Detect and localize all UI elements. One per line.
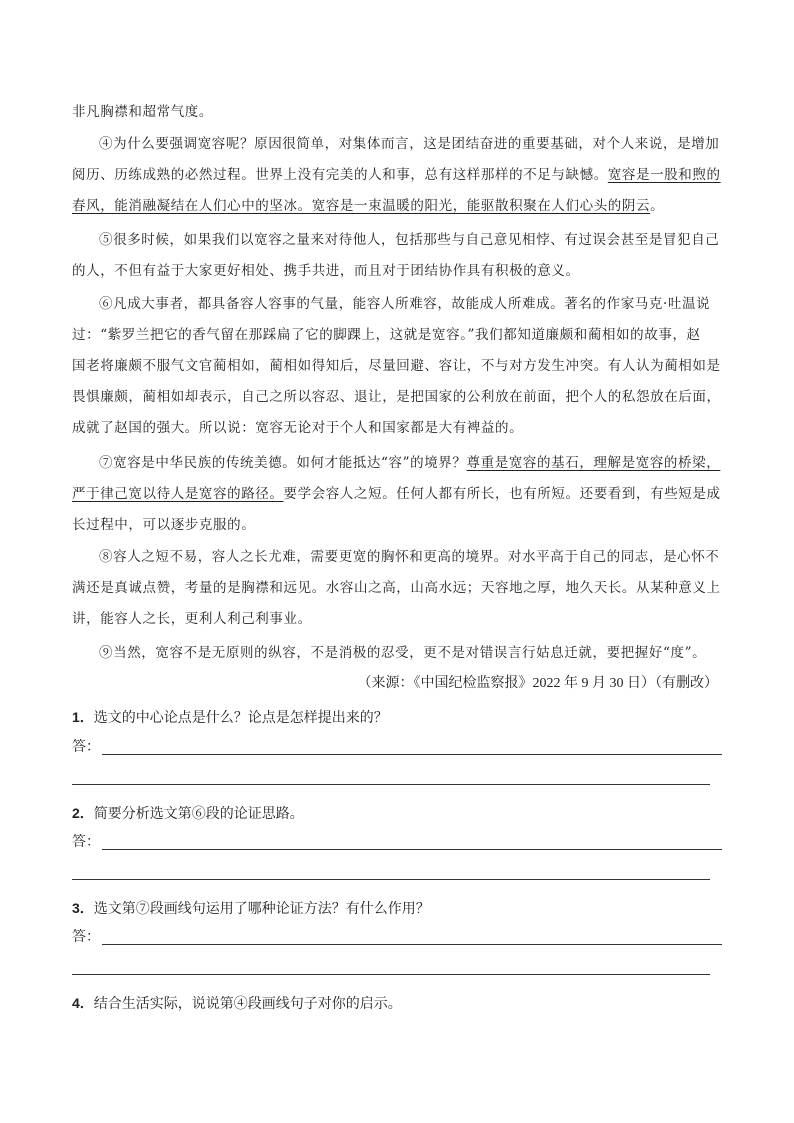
question-number: 2．: [72, 805, 94, 821]
underlined-sentence: 宽容是一股和煦的: [607, 167, 721, 183]
text-line: 成就了赵国的强大。所以说：宽容无论对于个人和国家都是大有裨益的。: [72, 420, 524, 436]
text-line: ⑨当然，宽容不是无原则的纵容，不是消极的忍受，更不是对错误言行姑息迁就，要把握好“度”。: [99, 645, 707, 661]
answer-field-3[interactable]: [72, 926, 722, 948]
text-line: 国老将廉颇不服气文官蔺相如，蔺相如得知后，尽量回避、容让，不与对方发生冲突。有人认为蔺相如是: [72, 358, 721, 374]
question-number: 1．: [72, 709, 94, 725]
text-line: 严于律己宽以待人是宽容的路径。要学会容人之短。任何人都有所长，也有所短。还要看到，有些短是成: [72, 486, 721, 502]
answer-field-2[interactable]: [72, 831, 722, 853]
answer-line: [102, 754, 722, 755]
question-text: 结合生活实际，说说第④段画线句子对你的启示。: [93, 995, 402, 1011]
text-line: 长过程中，可以逐步克服的。: [72, 517, 256, 533]
paragraph-7: [72, 448, 722, 541]
underlined-sentence: 尊重是宽容的基石，理解是宽容的桥梁，: [466, 455, 721, 471]
text-line: 满还是真诚点赞，考量的是胸襟和远见。水容山之高，山高水远；天容地之厚，地久天长。从某种意义上: [72, 580, 721, 596]
text-line: ⑦宽容是中华民族的传统美德。如何才能抵达“容”的境界？尊重是宽容的基石，理解是宽容的桥梁，: [99, 455, 721, 471]
text-line: ⑧容人之短不易，容人之长尤难，需要更宽的胸怀和更高的境界。对水平高于自己的同志，是心怀不: [99, 549, 720, 565]
question-number: 4．: [72, 995, 94, 1011]
answer-line: [102, 944, 722, 945]
text-line: 的人，不但有益于大家更好相处、携手共进，而且对于团结协作具有积极的意义。: [72, 263, 580, 279]
underlined-sentence: 春风，能消融凝结在人们心中的坚冰。宽容是一束温暖的阳光，能驱散积聚在人们心头的阴云: [72, 198, 651, 214]
answer-line[interactable]: [72, 784, 710, 785]
paragraph-3-tail: [72, 97, 722, 128]
paragraph-6: [72, 289, 722, 444]
answer-label: 答：: [72, 928, 100, 944]
question-number: 3．: [72, 900, 94, 916]
paragraph-5: [72, 225, 722, 287]
question-1: [72, 707, 722, 727]
question-2: [72, 803, 722, 823]
answer-line[interactable]: [72, 974, 710, 975]
source-citation: （来源：《中国纪检监察报》2022 年 9 月 30 日）（有删改）: [357, 676, 718, 691]
answer-label: 答：: [72, 833, 100, 849]
answer-label: 答：: [72, 738, 100, 754]
text-line: 阅历、历练成熟的必然过程。世界上没有完美的人和事，总有这样那样的不足与缺憾。宽容是一股和煦的: [72, 167, 721, 183]
text-line: 讲，能容人之长，更利人利己利事业。: [72, 611, 312, 627]
text-line: 春风，能消融凝结在人们心中的坚冰。宽容是一束温暖的阳光，能驱散积聚在人们心头的阴云。: [72, 198, 665, 214]
paragraph-4: [72, 129, 722, 222]
paragraph-9: [72, 638, 722, 669]
question-text: 选文的中心论点是什么？论点是怎样提出来的？: [93, 709, 388, 725]
text-line: ⑤很多时候，如果我们以宽容之量来对待他人，包括那些与自己意见相悖、有过误会甚至是冒犯自己: [99, 232, 720, 248]
answer-line[interactable]: [72, 879, 710, 880]
paragraph-8: [72, 542, 722, 635]
question-3: [72, 898, 722, 918]
text-line: 非凡胸襟和超常气度。: [72, 104, 213, 120]
question-4: [72, 993, 722, 1013]
question-text: 选文第⑦段画线句运用了哪种论证方法？有什么作用？: [93, 900, 430, 916]
text-line: 过：“紫罗兰把它的香气留在那踩扁了它的脚踝上，这就是宽容。”我们都知道廉颇和蔺相如的故事，赵: [72, 327, 701, 343]
text-line: 畏惧廉颇，蔺相如却表示，自己之所以容忍、退让，是把国家的公利放在前面，把个人的私怨放在后面，: [72, 389, 721, 405]
text-line: ④为什么要强调宽容呢？原因很简单，对集体而言，这是团结奋进的重要基础，对个人来说，是增加: [99, 136, 720, 152]
question-text: 简要分析选文第⑥段的论证思路。: [93, 805, 304, 821]
underlined-sentence: 严于律己宽以待人是宽容的路径。: [72, 486, 284, 502]
text-line: ⑥凡成大事者，都具备容人容事的气量，能容人所难容，故能成人所难成。著名的作家马克·吐温说: [99, 296, 711, 312]
answer-line: [102, 849, 722, 850]
answer-field-1[interactable]: [72, 736, 722, 758]
